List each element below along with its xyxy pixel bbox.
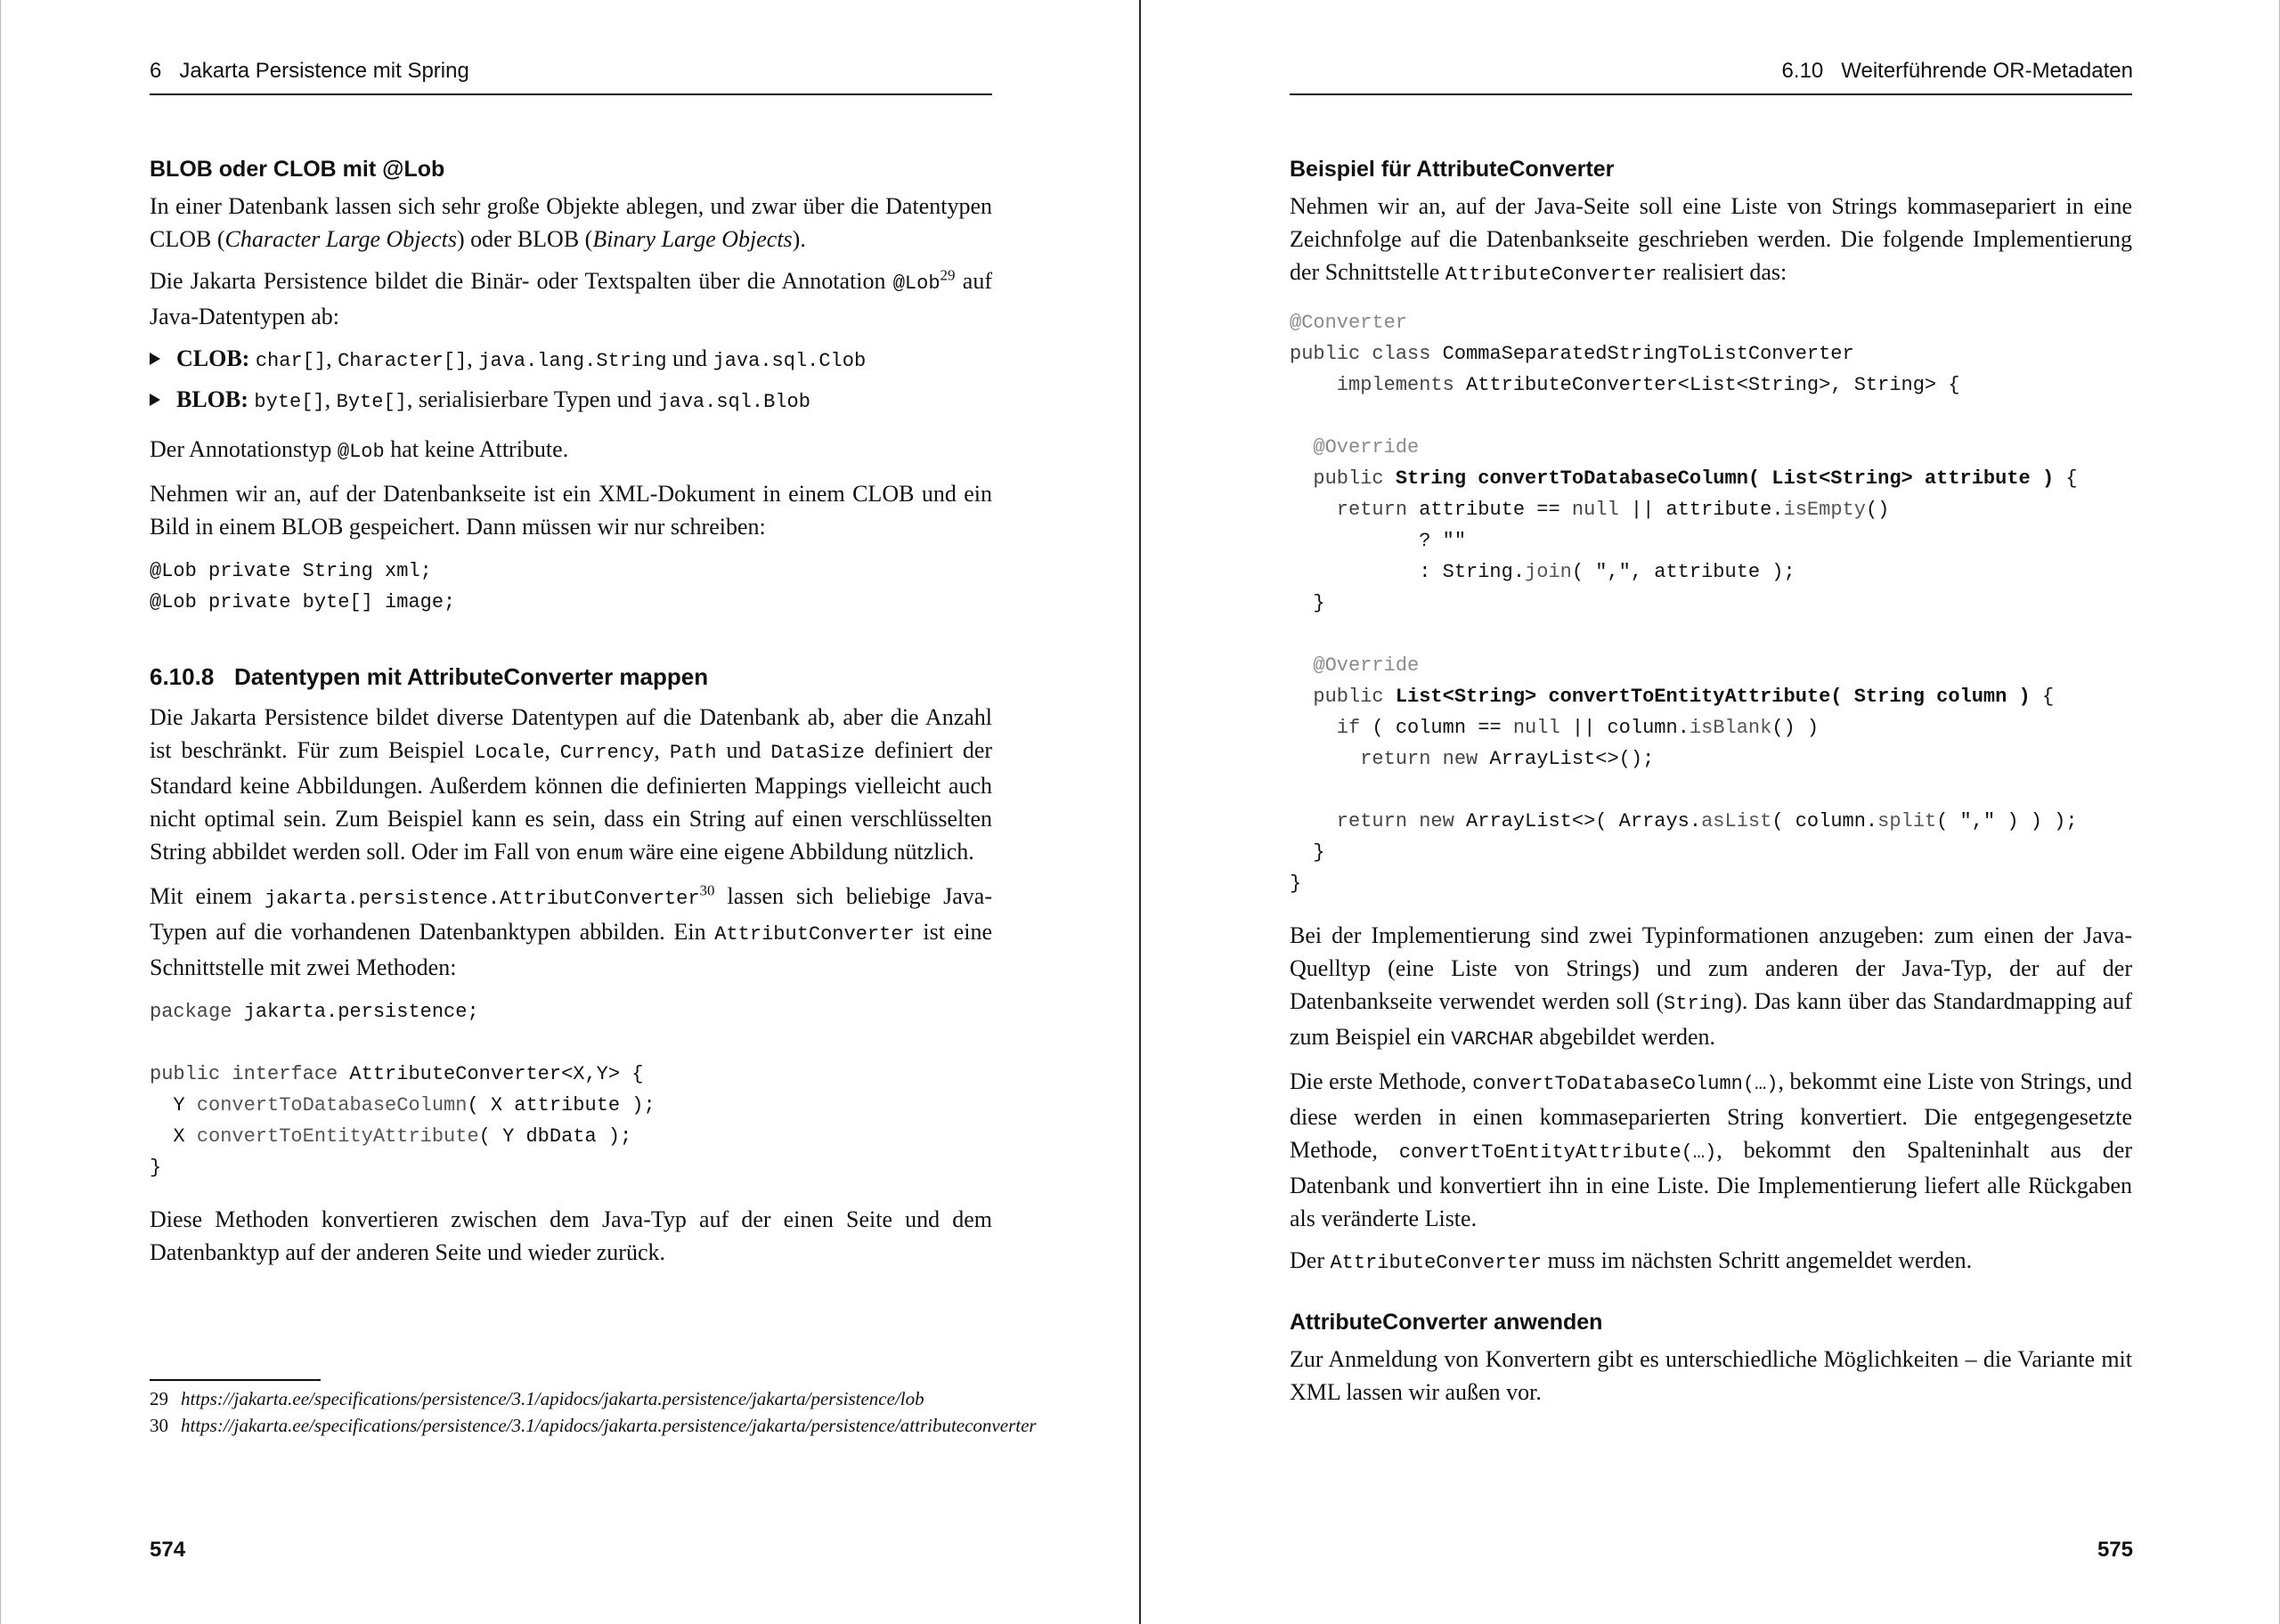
section-heading: 6.10.8 Datentypen mit AttributeConverter mappen xyxy=(150,663,709,690)
paragraph: Zur Anmeldung von Konvertern gibt es unterschiedliche Möglichkeiten – die Variante mit XML lassen wir außen vor. xyxy=(1290,1346,2132,1405)
example-heading: Beispiel für AttributeConverter xyxy=(1290,157,1615,182)
right-page xyxy=(1141,0,2280,1624)
paragraph: In einer Datenbank lassen sich sehr große Objekte ablegen, und zwar über die Datentypen CLOB (Character Large Objects) oder BLOB (Binary Large Objects). xyxy=(150,193,992,252)
apply-heading: AttributeConverter anwenden xyxy=(1290,1310,1603,1335)
list-item: CLOB: char[], Character[], java.lang.String und java.sql.Clob xyxy=(150,342,992,378)
footnote: 30 https://jakarta.ee/specifications/persistence/3.1/apidocs/jakarta.persistence/jakarta/persistence/attributeconverter xyxy=(150,1415,1037,1436)
left-page xyxy=(0,0,1139,1624)
footnote-rule xyxy=(150,1379,321,1381)
running-header xyxy=(1782,59,2133,84)
left-body xyxy=(150,150,992,1278)
code-listing-interface: package jakarta.persistence; public interface AttributeConverter<X,Y> { Y convertToDatabaseColumn( X attribute ); X convertToEntityAttribute( Y dbData ); } xyxy=(150,1001,656,1179)
chapter-title: Jakarta Persistence mit Spring xyxy=(179,59,469,83)
right-body xyxy=(1290,150,2132,1417)
chapter-number: 6 xyxy=(150,59,162,83)
paragraph: Der Annotationstyp @Lob hat keine Attribute. xyxy=(150,436,569,463)
blob-heading: BLOB oder CLOB mit @Lob xyxy=(150,157,445,182)
paragraph: Die erste Methode, convertToDatabaseColumn(…), bekommt eine Liste von Strings, und diese werden in einen kommaseparierten String konvertiert. Die entgegengesetzte Methode, convertToEntityAttribute(…), bekommt den Spalteninhalt aus der Datenbank und konvertiert ihn in eine Liste. Die Implementierung liefert alle Rückgaben als veränderte Liste. xyxy=(1290,1068,2133,1231)
footnote-ref[interactable]: 29 xyxy=(940,266,956,284)
header-rule xyxy=(150,93,992,95)
paragraph: Diese Methoden konvertieren zwischen dem Java-Typ auf der einen Seite und dem Datenbanktyp auf der anderen Seite und wieder zurück. xyxy=(150,1206,992,1265)
footnote-ref[interactable]: 30 xyxy=(699,881,715,899)
header-rule xyxy=(1290,93,2132,95)
code-listing-converter: @Converter public class CommaSeparatedStringToListConverter implements AttributeConverter<List<String>, String> { @Override public String convertToDatabaseColumn( List<String> attribute ) { return attribute == null || attribute.isEmpty() ? "" : String.join( ",", attribute ); } @Override public List<String> convertToEntityAttribute( String column ) { if ( column == null || column.isBlank() ) return new ArrayList<>(); return new ArrayList<>( Arrays.asList( column.split( "," ) ) ); } } xyxy=(1290,312,2078,895)
paragraph: Bei der Implementierung sind zwei Typinformationen anzugeben: zum einen der Java-Quelltyp (eine Liste von Strings) und zum anderen der Java-Typ, der auf der Datenbankseite verwendet werden soll (String). Das kann über das Standardmapping auf zum Beispiel ein VARCHAR abgebildet werden. xyxy=(1290,922,2132,1051)
page-number: 575 xyxy=(2097,1538,2133,1562)
page-number: 574 xyxy=(150,1538,186,1562)
triangle-bullet-icon xyxy=(150,394,160,406)
page-edge xyxy=(0,0,1,1624)
running-header xyxy=(150,59,469,84)
section-number: 6.10 xyxy=(1781,59,1824,83)
paragraph: Nehmen wir an, auf der Datenbankseite ist ein XML-Dokument in einem CLOB und ein Bild in einem BLOB gespeichert. Dann müssen wir nur schreiben: xyxy=(150,481,992,540)
paragraph: Die Jakarta Persistence bildet die Binär- oder Textspalten über die Annotation @Lob$^{29}$ auf Java-Datentypen ab: xyxy=(150,266,993,329)
paragraph: Der AttributeConverter muss im nächsten Schritt angemeldet werden. xyxy=(1290,1247,1973,1274)
footnote-link[interactable]: https://jakarta.ee/specifications/persistence/3.1/apidocs/jakarta.persistence/jakarta/persistence/lob xyxy=(181,1388,924,1409)
footnotes xyxy=(150,1385,1037,1439)
paragraph: Mit einem jakarta.persistence.AttributConverter$^{30}$ lassen sich beliebige Java-Typen auf die vorhandenen Datenbanktypen abbilden. Ein AttributConverter ist eine Schnittstelle mit zwei Methoden: xyxy=(150,881,992,980)
section-title: Weiterführende OR-Metadaten xyxy=(1841,59,2133,83)
paragraph: Die Jakarta Persistence bildet diverse Datentypen auf die Datenbank ab, aber die Anzahl ist beschränkt. Für zum Beispiel Locale, Currency, Path und DataSize definiert der Standard keine Abbildungen. Außerdem können die definierten Mappings vielleicht auch nicht optimal sein. Zum Beispiel kann es sein, dass ein String auf einen verschlüsselten String abbildet werden soll. Oder im Fall von enum wäre eine eigene Abbildung nützlich. xyxy=(150,704,993,865)
type-list xyxy=(150,342,992,418)
triangle-bullet-icon xyxy=(150,353,160,365)
paragraph: Nehmen wir an, auf der Java-Seite soll eine Liste von Strings kommasepariert in eine Zeichnfolge auf die Datenbankseite geschrieben werden. Die folgende Implementierung der Schnittstelle AttributeConverter realisiert das: xyxy=(1290,193,2132,286)
footnote: 29 https://jakarta.ee/specifications/persistence/3.1/apidocs/jakarta.persistence/jakarta/persistence/lob xyxy=(150,1388,924,1409)
code-listing-lob: @Lob private String xml; @Lob private byte[] image; xyxy=(150,560,456,613)
list-item: BLOB: byte[], Byte[], serialisierbare Typen und java.sql.Blob xyxy=(150,383,992,418)
footnote-link[interactable]: https://jakarta.ee/specifications/persistence/3.1/apidocs/jakarta.persistence/jakarta/persistence/attributeconverter xyxy=(181,1415,1037,1436)
